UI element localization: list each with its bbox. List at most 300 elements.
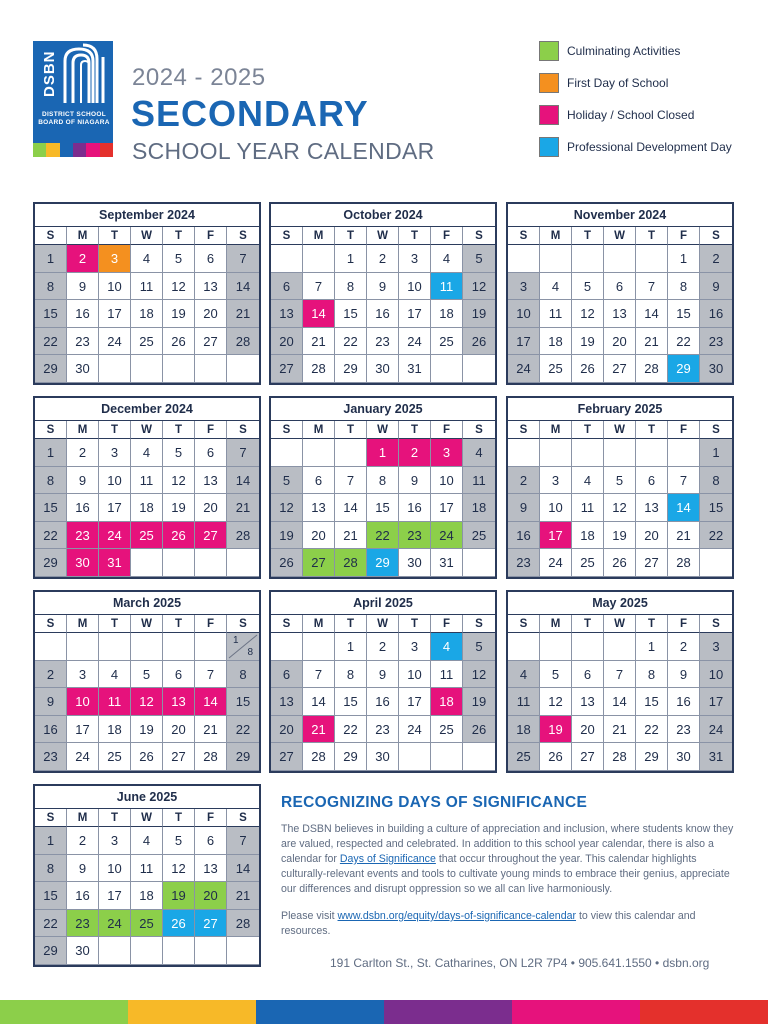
weekday-header: T <box>163 809 195 827</box>
month-title: December 2024 <box>35 398 259 421</box>
day-cell: 29 <box>367 549 399 577</box>
weekday-header: S <box>271 227 303 245</box>
day-cell: 14 <box>303 300 335 328</box>
day-cell: 26 <box>463 328 495 356</box>
day-cell: 3 <box>99 439 131 467</box>
day-cell: 11 <box>131 273 163 301</box>
weekday-header: W <box>131 227 163 245</box>
day-cell: 4 <box>99 661 131 689</box>
day-cell: 21 <box>636 328 668 356</box>
day-cell: 13 <box>572 688 604 716</box>
day-cell: 20 <box>604 328 636 356</box>
day-cell: 7 <box>227 245 259 273</box>
day-cell: 10 <box>540 494 572 522</box>
day-cell: 1 <box>636 633 668 661</box>
day-cell: 2 <box>367 633 399 661</box>
day-cell: 22 <box>367 522 399 550</box>
empty-cell <box>335 439 367 467</box>
weekday-header: W <box>131 615 163 633</box>
weekday-header: S <box>35 421 67 439</box>
day-cell: 18 <box>463 494 495 522</box>
day-cell: 23 <box>367 328 399 356</box>
month-title: October 2024 <box>271 204 495 227</box>
day-cell: 12 <box>540 688 572 716</box>
weekday-header: S <box>463 421 495 439</box>
weekday-header: T <box>163 227 195 245</box>
empty-cell <box>35 633 67 661</box>
empty-cell <box>572 439 604 467</box>
day-cell: 6 <box>572 661 604 689</box>
day-cell: 25 <box>131 910 163 938</box>
weekday-header: M <box>540 615 572 633</box>
day-cell: 1 <box>35 245 67 273</box>
day-cell: 19 <box>463 688 495 716</box>
split-diagonal <box>227 633 259 660</box>
day-cell: 9 <box>67 273 99 301</box>
weekday-header: S <box>508 615 540 633</box>
day-cell: 15 <box>335 300 367 328</box>
color-strip-segment <box>128 1000 256 1024</box>
day-cell: 7 <box>303 661 335 689</box>
day-cell: 10 <box>399 273 431 301</box>
weekday-header: S <box>227 809 259 827</box>
color-strip-segment <box>0 1000 128 1024</box>
day-cell: 13 <box>195 855 227 883</box>
day-cell: 29 <box>35 355 67 383</box>
day-cell: 5 <box>463 633 495 661</box>
weekday-header: S <box>700 615 732 633</box>
day-cell: 28 <box>195 743 227 771</box>
empty-cell <box>463 743 495 771</box>
empty-cell <box>463 549 495 577</box>
empty-cell <box>195 355 227 383</box>
day-cell: 27 <box>195 328 227 356</box>
month-title: November 2024 <box>508 204 732 227</box>
day-cell-split <box>227 633 259 661</box>
day-cell: 17 <box>99 882 131 910</box>
day-cell: 8 <box>35 273 67 301</box>
day-cell: 16 <box>367 300 399 328</box>
day-cell: 20 <box>572 716 604 744</box>
page-subtitle: SCHOOL YEAR CALENDAR <box>132 138 435 164</box>
day-cell: 22 <box>335 328 367 356</box>
legend-item <box>539 40 732 62</box>
empty-cell <box>195 937 227 965</box>
day-cell: 28 <box>636 355 668 383</box>
day-cell: 27 <box>572 743 604 771</box>
day-cell: 8 <box>335 661 367 689</box>
legend-item <box>539 104 732 126</box>
day-cell: 20 <box>636 522 668 550</box>
day-cell: 25 <box>540 355 572 383</box>
weekday-header: F <box>195 615 227 633</box>
legend-swatch <box>539 73 559 93</box>
day-cell: 11 <box>131 467 163 495</box>
day-cell: 12 <box>572 300 604 328</box>
logo-box <box>33 41 113 143</box>
day-cell: 6 <box>195 439 227 467</box>
day-cell: 15 <box>35 300 67 328</box>
color-strip-segment <box>33 143 46 157</box>
month-calendar <box>506 590 734 773</box>
day-cell: 18 <box>572 522 604 550</box>
day-cell: 10 <box>700 661 732 689</box>
day-cell: 27 <box>636 549 668 577</box>
day-cell: 24 <box>399 716 431 744</box>
month-title: April 2025 <box>271 592 495 615</box>
day-cell: 4 <box>540 273 572 301</box>
day-cell: 1 <box>35 439 67 467</box>
day-cell: 30 <box>668 743 700 771</box>
day-cell: 24 <box>431 522 463 550</box>
empty-cell <box>668 439 700 467</box>
day-cell: 4 <box>572 467 604 495</box>
day-cell: 6 <box>271 661 303 689</box>
day-cell: 30 <box>367 743 399 771</box>
day-cell: 15 <box>700 494 732 522</box>
empty-cell <box>195 549 227 577</box>
day-cell: 10 <box>508 300 540 328</box>
weekday-header: M <box>67 421 99 439</box>
day-cell: 20 <box>303 522 335 550</box>
weekday-header: T <box>572 421 604 439</box>
day-cell: 13 <box>195 273 227 301</box>
day-cell: 1 <box>700 439 732 467</box>
day-cell: 12 <box>463 661 495 689</box>
color-strip-segment <box>73 143 86 157</box>
day-cell: 16 <box>399 494 431 522</box>
color-strip-segment <box>384 1000 512 1024</box>
legend-item <box>539 136 732 158</box>
day-cell: 17 <box>399 300 431 328</box>
day-cell: 2 <box>67 245 99 273</box>
day-cell: 3 <box>540 467 572 495</box>
day-cell: 25 <box>463 522 495 550</box>
day-cell: 18 <box>99 716 131 744</box>
day-cell: 28 <box>668 549 700 577</box>
weekday-header: S <box>508 227 540 245</box>
day-cell: 30 <box>67 937 99 965</box>
day-cell: 18 <box>508 716 540 744</box>
empty-cell <box>227 549 259 577</box>
day-cell: 17 <box>508 328 540 356</box>
day-cell: 19 <box>163 300 195 328</box>
day-cell: 5 <box>271 467 303 495</box>
day-cell: 2 <box>508 467 540 495</box>
empty-cell <box>99 937 131 965</box>
day-cell: 19 <box>463 300 495 328</box>
day-cell: 19 <box>271 522 303 550</box>
day-cell: 1 <box>668 245 700 273</box>
day-cell: 14 <box>668 494 700 522</box>
color-strip-segment <box>640 1000 768 1024</box>
day-cell: 24 <box>99 522 131 550</box>
day-cell: 6 <box>195 827 227 855</box>
day-cell: 2 <box>67 439 99 467</box>
weekday-header: T <box>99 421 131 439</box>
day-cell: 15 <box>335 688 367 716</box>
month-calendar <box>269 202 497 385</box>
page-title: SECONDARY <box>131 93 369 134</box>
day-cell: 16 <box>35 716 67 744</box>
day-cell: 11 <box>540 300 572 328</box>
weekday-header: W <box>367 615 399 633</box>
day-cell: 12 <box>271 494 303 522</box>
day-cell: 9 <box>668 661 700 689</box>
day-cell: 23 <box>668 716 700 744</box>
day-cell: 26 <box>271 549 303 577</box>
weekday-header: F <box>431 227 463 245</box>
significance-text-2: that occur throughout the year. This calendar highlights culturally-relevant events and tools to cultivate young minds to embrace their genius, appreciate our differences and disrupt oppression so we all can live harmoniously. <box>281 853 730 895</box>
day-cell: 13 <box>271 688 303 716</box>
weekday-header: S <box>271 421 303 439</box>
day-cell: 17 <box>431 494 463 522</box>
day-cell: 14 <box>303 688 335 716</box>
day-cell: 29 <box>35 549 67 577</box>
day-cell: 27 <box>303 549 335 577</box>
empty-cell <box>572 245 604 273</box>
weekday-header: M <box>67 615 99 633</box>
day-cell: 26 <box>131 743 163 771</box>
day-cell: 21 <box>227 882 259 910</box>
day-cell: 23 <box>35 743 67 771</box>
empty-cell <box>303 633 335 661</box>
day-cell: 7 <box>195 661 227 689</box>
weekday-header: T <box>99 809 131 827</box>
day-cell: 30 <box>367 355 399 383</box>
day-cell: 28 <box>227 522 259 550</box>
day-cell: 11 <box>572 494 604 522</box>
day-cell: 6 <box>163 661 195 689</box>
day-cell: 21 <box>303 716 335 744</box>
empty-cell <box>508 439 540 467</box>
day-cell: 3 <box>99 827 131 855</box>
day-cell: 12 <box>163 273 195 301</box>
day-cell: 2 <box>668 633 700 661</box>
day-cell: 31 <box>431 549 463 577</box>
month-title: January 2025 <box>271 398 495 421</box>
day-cell: 2 <box>399 439 431 467</box>
significance-calendar-link[interactable]: www.dsbn.org/equity/days-of-significance-calendar <box>337 910 577 922</box>
day-cell: 13 <box>303 494 335 522</box>
day-cell: 8 <box>636 661 668 689</box>
day-cell: 23 <box>67 522 99 550</box>
day-cell: 18 <box>131 300 163 328</box>
day-cell: 14 <box>604 688 636 716</box>
legend-label: First Day of School <box>567 76 669 90</box>
day-cell: 23 <box>399 522 431 550</box>
empty-cell <box>303 245 335 273</box>
weekday-header: T <box>99 615 131 633</box>
day-cell: 21 <box>668 522 700 550</box>
day-cell: 10 <box>67 688 99 716</box>
legend-item <box>539 72 732 94</box>
day-cell: 15 <box>227 688 259 716</box>
empty-cell <box>431 355 463 383</box>
day-cell: 27 <box>195 522 227 550</box>
weekday-header: W <box>604 421 636 439</box>
weekday-header: T <box>636 227 668 245</box>
weekday-header: S <box>227 421 259 439</box>
legend-swatch <box>539 41 559 61</box>
color-strip-segment <box>60 143 73 157</box>
day-cell: 29 <box>227 743 259 771</box>
month-title: June 2025 <box>35 786 259 809</box>
day-cell: 21 <box>195 716 227 744</box>
month-title: February 2025 <box>508 398 732 421</box>
weekday-header: T <box>399 615 431 633</box>
day-cell: 21 <box>303 328 335 356</box>
empty-cell <box>99 633 131 661</box>
day-cell: 28 <box>303 355 335 383</box>
weekday-header: S <box>35 615 67 633</box>
day-cell: 22 <box>35 328 67 356</box>
empty-cell <box>303 439 335 467</box>
weekday-header: T <box>399 421 431 439</box>
month-calendar <box>506 202 734 385</box>
day-cell: 15 <box>35 494 67 522</box>
day-cell: 3 <box>399 633 431 661</box>
day-cell: 25 <box>131 522 163 550</box>
day-cell: 18 <box>431 300 463 328</box>
day-cell: 27 <box>604 355 636 383</box>
day-cell: 26 <box>163 328 195 356</box>
logo-text: DSBN <box>41 50 58 98</box>
day-cell: 4 <box>463 439 495 467</box>
day-cell: 19 <box>540 716 572 744</box>
day-cell: 9 <box>67 855 99 883</box>
day-cell: 31 <box>99 549 131 577</box>
empty-cell <box>131 633 163 661</box>
empty-cell <box>271 245 303 273</box>
weekday-header: S <box>508 421 540 439</box>
empty-cell <box>163 355 195 383</box>
day-cell: 5 <box>463 245 495 273</box>
day-cell: 3 <box>431 439 463 467</box>
weekday-header: M <box>67 227 99 245</box>
empty-cell <box>163 549 195 577</box>
month-calendar <box>506 396 734 579</box>
weekday-header: T <box>335 227 367 245</box>
day-cell: 7 <box>335 467 367 495</box>
day-cell: 10 <box>399 661 431 689</box>
day-cell: 24 <box>508 355 540 383</box>
days-of-significance-link[interactable]: Days of Significance <box>339 853 436 865</box>
day-cell: 22 <box>636 716 668 744</box>
weekday-header: F <box>195 809 227 827</box>
day-cell: 3 <box>99 245 131 273</box>
day-cell: 29 <box>335 743 367 771</box>
day-cell: 21 <box>227 494 259 522</box>
day-cell: 24 <box>399 328 431 356</box>
day-cell: 5 <box>163 439 195 467</box>
significance-paragraph <box>281 822 741 897</box>
empty-cell <box>271 439 303 467</box>
significance-title: RECOGNIZING DAYS OF SIGNIFICANCE <box>281 794 588 811</box>
day-cell: 9 <box>399 467 431 495</box>
month-calendar <box>269 396 497 579</box>
visit-text-2: to view this calendar and resources. <box>281 910 696 937</box>
weekday-header: W <box>604 227 636 245</box>
color-strip-segment <box>86 143 99 157</box>
day-cell: 20 <box>271 328 303 356</box>
day-cell: 31 <box>399 355 431 383</box>
day-number: 1 <box>233 635 239 646</box>
color-strip-segment <box>256 1000 384 1024</box>
weekday-header: F <box>668 615 700 633</box>
day-cell: 14 <box>227 855 259 883</box>
visit-text: Please visit <box>281 910 338 922</box>
day-cell: 5 <box>131 661 163 689</box>
day-cell: 8 <box>367 467 399 495</box>
day-cell: 23 <box>367 716 399 744</box>
day-cell: 15 <box>367 494 399 522</box>
day-cell: 19 <box>131 716 163 744</box>
day-cell: 18 <box>540 328 572 356</box>
weekday-header: M <box>540 227 572 245</box>
day-cell: 11 <box>431 661 463 689</box>
day-cell: 5 <box>604 467 636 495</box>
weekday-header: F <box>431 421 463 439</box>
day-cell: 11 <box>508 688 540 716</box>
empty-cell <box>508 633 540 661</box>
month-calendar <box>33 590 261 773</box>
day-cell: 9 <box>367 661 399 689</box>
day-cell: 7 <box>303 273 335 301</box>
day-cell: 22 <box>35 522 67 550</box>
day-cell: 25 <box>508 743 540 771</box>
bottom-color-bar <box>0 1000 768 1024</box>
day-cell: 11 <box>463 467 495 495</box>
weekday-header: M <box>303 421 335 439</box>
day-cell: 2 <box>367 245 399 273</box>
day-cell: 25 <box>431 716 463 744</box>
day-cell: 11 <box>99 688 131 716</box>
day-cell: 28 <box>303 743 335 771</box>
day-cell: 9 <box>67 467 99 495</box>
empty-cell <box>636 245 668 273</box>
day-cell: 4 <box>431 633 463 661</box>
day-cell: 12 <box>163 467 195 495</box>
day-cell: 14 <box>195 688 227 716</box>
weekday-header: S <box>700 227 732 245</box>
day-cell: 7 <box>604 661 636 689</box>
day-cell: 23 <box>508 549 540 577</box>
day-cell: 9 <box>367 273 399 301</box>
day-cell: 26 <box>540 743 572 771</box>
day-cell: 27 <box>271 743 303 771</box>
day-cell: 4 <box>508 661 540 689</box>
month-calendar <box>33 396 261 579</box>
day-cell: 9 <box>700 273 732 301</box>
empty-cell <box>540 439 572 467</box>
empty-cell <box>163 633 195 661</box>
day-cell: 14 <box>227 273 259 301</box>
weekday-header: F <box>668 227 700 245</box>
day-cell: 24 <box>99 328 131 356</box>
day-cell: 20 <box>195 882 227 910</box>
color-strip-segment <box>46 143 59 157</box>
day-cell: 6 <box>271 273 303 301</box>
legend-label: Professional Development Day <box>567 140 732 154</box>
day-cell: 21 <box>227 300 259 328</box>
weekday-header: T <box>399 227 431 245</box>
weekday-header: S <box>35 809 67 827</box>
day-cell: 4 <box>131 827 163 855</box>
day-cell: 9 <box>508 494 540 522</box>
day-cell: 17 <box>99 300 131 328</box>
day-cell: 15 <box>668 300 700 328</box>
